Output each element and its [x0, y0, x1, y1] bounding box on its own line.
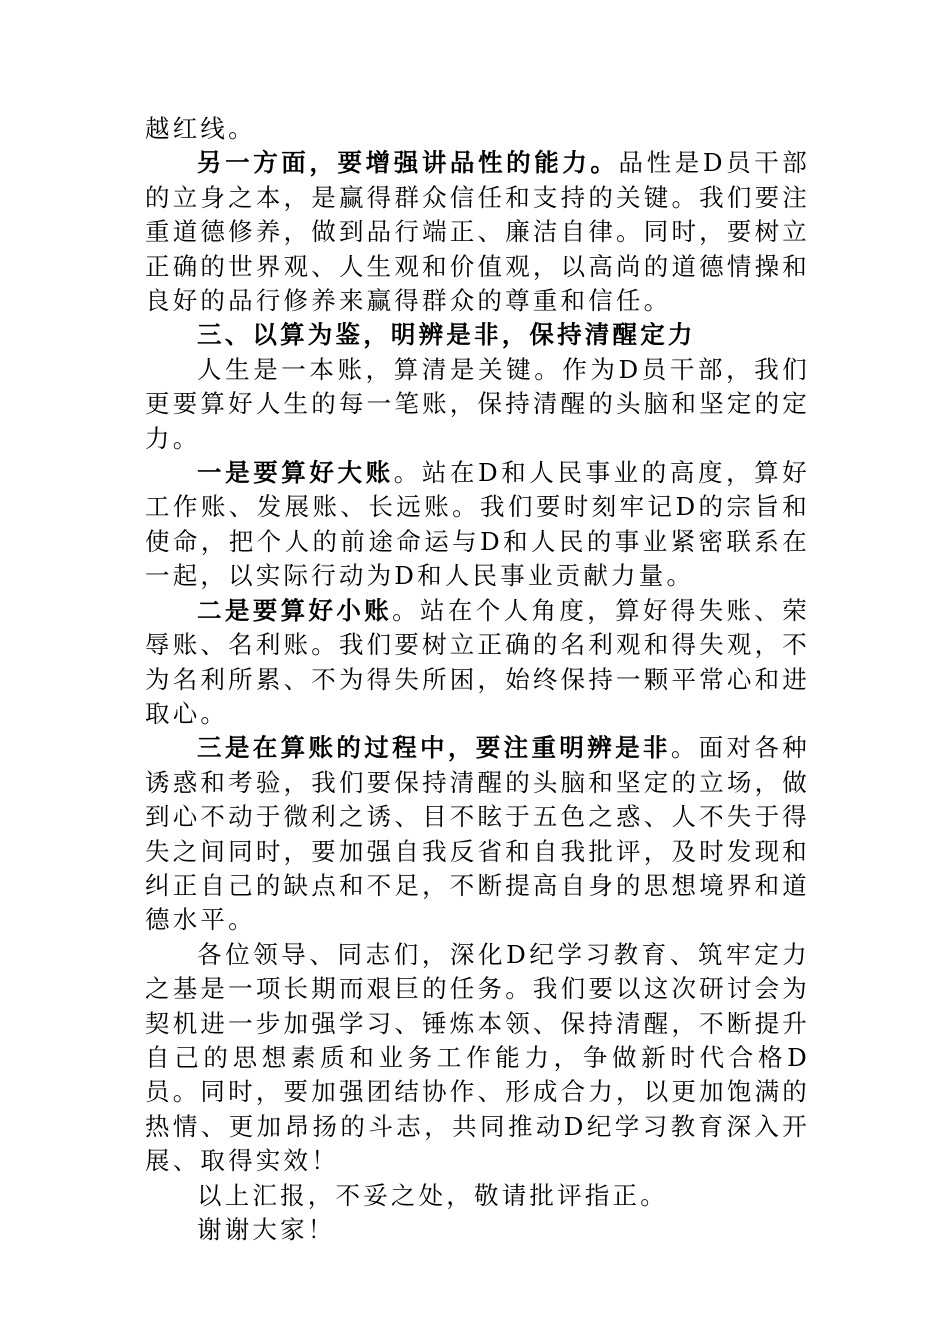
paragraph-text: 。面对各种诱惑和考验，我们要保持清醒的头脑和坚定的立场，做到心不动于微利之诱、目不眩于五色之惑、人不失于得失之间同时，要加强自我反省和自我批评，及时发现和纠正自己的缺点和不足，不断提高自身的思想境界和道德水平。 — [145, 733, 810, 935]
paragraph-lead: 另一方面，要增强讲品性的能力。 — [197, 148, 619, 178]
paragraph-text: 人生是一本账，算清是关键。作为D员干部，我们更要算好人生的每一笔账，保持清醒的头脑和坚定的定力。 — [145, 354, 810, 453]
document-body — [145, 112, 810, 1247]
paragraph-big-account — [145, 456, 810, 594]
paragraph-intro — [145, 353, 810, 456]
paragraph-text: 品性是D员干部的立身之本，是赢得群众信任和支持的关键。我们要注重道德修养，做到品行端正、廉洁自律。同时，要树立正确的世界观、人生观和价值观，以高尚的道德情操和良好的品行修养来赢得群众的尊重和信任。 — [145, 148, 811, 316]
paragraph-text: 各位领导、同志们，深化D纪学习教育、筑牢定力之基是一项长期而艰巨的任务。我们要以这次研讨会为契机进一步加强学习、锤炼本领、保持清醒，不断提升自己的思想素质和业务工作能力，争做新时代合格D员。同时，要加强团结协作、形成合力，以更加饱满的热情、更加昂扬的斗志，共同推动D纪学习教育深入开展、取得实效！ — [145, 939, 810, 1176]
section-heading: 三、以算为鉴，明辨是非，保持清醒定力 — [197, 320, 696, 350]
paragraph-lead: 一是要算好大账 — [197, 458, 394, 488]
paragraph-text: 谢谢大家！ — [197, 1215, 336, 1244]
paragraph-text: 越红线。 — [145, 114, 256, 143]
paragraph-lead: 三是在算账的过程中，要注重明辨是非 — [197, 733, 671, 763]
paragraph-lead: 二是要算好小账 — [197, 595, 393, 625]
paragraph-conclusion — [145, 938, 810, 1179]
paragraph-character — [145, 146, 810, 318]
paragraph-text: 以上汇报，不妥之处，敬请批评指正。 — [197, 1180, 668, 1210]
paragraph-closing — [145, 1179, 810, 1213]
paragraph-continuation — [145, 112, 810, 146]
paragraph-text: 。站在D和人民事业的高度，算好工作账、发展账、长远账。我们要时刻牢记D的宗旨和使命，把个人的前途命运与D和人民的事业紧密联系在一起，以实际行动为D和人民事业贡献力量。 — [145, 458, 810, 591]
paragraph-thanks — [145, 1213, 810, 1247]
paragraph-right-wrong — [145, 731, 810, 937]
paragraph-text: 。站在个人角度，算好得失账、荣辱账、名利账。我们要树立正确的名利观和得失观，不为名利所累、不为得失所困，始终保持一颗平常心和进取心。 — [145, 595, 811, 728]
paragraph-small-account — [145, 594, 810, 732]
